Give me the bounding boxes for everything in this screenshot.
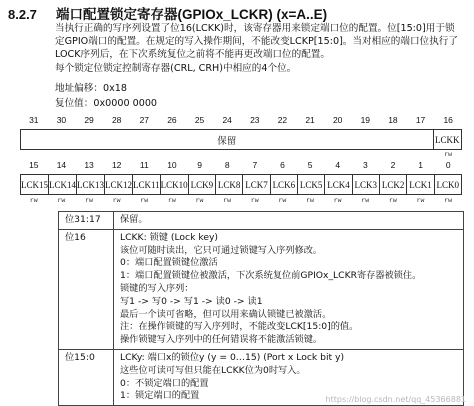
intro-line: 当执行正确的写序列设置了位16(LCKK)时，该寄存器用来锁定端口位的配置。位[15:0]用于锁 bbox=[55, 23, 455, 34]
bit-range: 位15:0 bbox=[59, 349, 114, 405]
access-type: rw bbox=[416, 197, 425, 204]
watermark: https://blog.csdn.net/qq_45366881 bbox=[325, 395, 466, 404]
section-heading bbox=[8, 3, 328, 22]
description-line: 这些位可读可写但只能在LCKK位为0时写入。 bbox=[120, 364, 306, 376]
bit-number: 22 bbox=[277, 115, 288, 125]
bit-number: 28 bbox=[111, 115, 122, 125]
intro-line: 每个锁定位锁定控制寄存器(CRL, CRH)中相应的4个位。 bbox=[55, 62, 297, 74]
description-line: 1：端口配置锁键位被激活，下次系统复位前GPIOx_LCKR寄存器被锁住。 bbox=[120, 270, 422, 282]
lck-field: LCK13 bbox=[77, 175, 105, 194]
lck-field: LCK3 bbox=[353, 175, 380, 194]
bit-description bbox=[114, 212, 464, 230]
section-number: 8.2.7 bbox=[8, 7, 37, 22]
lck-field: LCK7 bbox=[243, 175, 270, 194]
intro-line: LOCK序列后，在下次系统复位之前将不能再更改端口位的配置。 bbox=[55, 49, 330, 61]
bit-number: 31 bbox=[29, 115, 39, 125]
intro-paragraph bbox=[55, 22, 458, 75]
description-line: 注：在操作锁键的写入序列时，不能改变LCK[15:0]的值。 bbox=[120, 321, 359, 333]
bit-range: 位16 bbox=[59, 229, 114, 349]
lck-field: LCK8 bbox=[216, 175, 243, 194]
bit-number: 13 bbox=[84, 160, 94, 170]
table-row bbox=[59, 229, 464, 349]
access-type: rw bbox=[278, 197, 287, 204]
bit-number: 21 bbox=[305, 115, 315, 125]
bit-number: 11 bbox=[139, 160, 149, 170]
lck-field: LCK9 bbox=[189, 175, 216, 194]
bit-number: 5 bbox=[307, 160, 313, 170]
bit-number: 1 bbox=[418, 160, 423, 170]
bit-number: 18 bbox=[388, 115, 398, 125]
access-type: rw bbox=[195, 197, 204, 204]
reserved-field: 保留 bbox=[21, 130, 434, 149]
lck-field: LCK10 bbox=[161, 175, 189, 194]
description-line: 保留。 bbox=[120, 214, 148, 225]
bit-description bbox=[114, 229, 464, 349]
lck-field: LCK14 bbox=[49, 175, 77, 194]
access-type: rw bbox=[223, 197, 232, 204]
lck-field: LCK1 bbox=[407, 175, 434, 194]
bit-number: 9 bbox=[197, 160, 202, 170]
bit-number: 0 bbox=[445, 160, 451, 170]
table-row bbox=[59, 212, 464, 230]
reset-value: 复位值：0x0000 0000 bbox=[55, 98, 158, 109]
bit-number: 3 bbox=[362, 160, 368, 170]
access-type: rw bbox=[29, 197, 38, 204]
bit-number: 2 bbox=[390, 160, 396, 170]
bit-number: 14 bbox=[56, 160, 67, 170]
lower-bit-numbers bbox=[20, 160, 462, 170]
description-line: LCKK: 锁键 (Lock key) bbox=[120, 231, 219, 243]
upper-access-row bbox=[20, 151, 462, 158]
upper-bit-numbers bbox=[20, 115, 462, 125]
lck-field: LCK2 bbox=[380, 175, 407, 194]
description-line: 最后一个读可省略，但可以用来确认锁键已被激活。 bbox=[120, 308, 332, 320]
access-type: rw bbox=[168, 197, 176, 204]
register-upper-row bbox=[20, 129, 462, 150]
description-line: 操作锁键写入序列中的任何错误将不能激活锁键。 bbox=[120, 334, 323, 346]
bit-number: 8 bbox=[224, 160, 230, 170]
lower-access-row bbox=[20, 197, 462, 204]
bit-number: 6 bbox=[280, 160, 285, 170]
description-line: 0：端口配置锁键位激活 bbox=[120, 257, 218, 269]
access-type: rw bbox=[85, 197, 93, 204]
lck-field: LCK12 bbox=[105, 175, 133, 194]
description-line: 1：锁定端口的配置 bbox=[120, 390, 200, 402]
bit-number: 23 bbox=[250, 115, 260, 125]
access-type: rw bbox=[306, 197, 314, 204]
access-type: rw bbox=[389, 197, 397, 204]
access-type: rw bbox=[361, 197, 370, 204]
bit-number: 26 bbox=[167, 115, 177, 125]
bit-number: 12 bbox=[111, 160, 122, 170]
bit-number: 17 bbox=[415, 115, 426, 125]
lck-field: LCK0 bbox=[436, 179, 460, 190]
bit-number: 30 bbox=[56, 115, 67, 125]
access-type: rw bbox=[333, 197, 342, 204]
bit-range: 位31:17 bbox=[59, 212, 114, 230]
bit-number: 27 bbox=[139, 115, 150, 125]
bit-number: 20 bbox=[332, 115, 343, 125]
description-line: LCKy: 端口x的锁位y (y = 0…15) (Port x Lock bit y) bbox=[120, 351, 345, 363]
lck-field: LCK4 bbox=[325, 175, 352, 194]
access-type: rw bbox=[250, 197, 259, 204]
lck-field: LCK5 bbox=[298, 175, 325, 194]
register-lower-row bbox=[20, 174, 462, 195]
description-line: 锁键的写入序列： bbox=[120, 282, 194, 294]
description-line: 0：不锁定端口的配置 bbox=[120, 377, 209, 389]
description-line: 该位可随时读出，它只可通过锁键写入序列修改。 bbox=[120, 244, 323, 256]
bit-number: 19 bbox=[360, 115, 371, 125]
section-title: 端口配置锁定寄存器(GPIOx_LCKR) (x=A..E) bbox=[56, 7, 328, 22]
access-type: rw bbox=[444, 197, 453, 204]
bit-description-table bbox=[58, 211, 464, 406]
address-offset: 地址偏移：0x18 bbox=[55, 83, 127, 94]
bit-number: 29 bbox=[84, 115, 94, 125]
intro-line: 定GPIO端口的配置。在规定的写入操作期间，不能改变LCKP[15:0]。当对相应的端口位执行了 bbox=[55, 36, 458, 48]
bit-number: 7 bbox=[252, 160, 258, 170]
bit-number: 16 bbox=[443, 115, 453, 125]
lck-field: LCK15 bbox=[21, 175, 49, 194]
bit-number: 25 bbox=[194, 115, 205, 125]
lckk-field: LCKK bbox=[435, 134, 460, 145]
bit-number: 4 bbox=[335, 160, 341, 170]
access-type: rw bbox=[140, 197, 149, 204]
bit-number: 24 bbox=[222, 115, 232, 125]
access-type: rw bbox=[57, 197, 66, 204]
lck-field: LCK6 bbox=[271, 175, 298, 194]
access-type: rw bbox=[444, 151, 453, 158]
bit-number: 15 bbox=[29, 160, 39, 170]
lck-field: LCK11 bbox=[133, 175, 161, 194]
description-line: 写1 -> 写0 -> 写1 -> 读0 -> 读1 bbox=[120, 295, 263, 307]
bit-number: 10 bbox=[167, 160, 177, 170]
access-type: rw bbox=[112, 197, 121, 204]
